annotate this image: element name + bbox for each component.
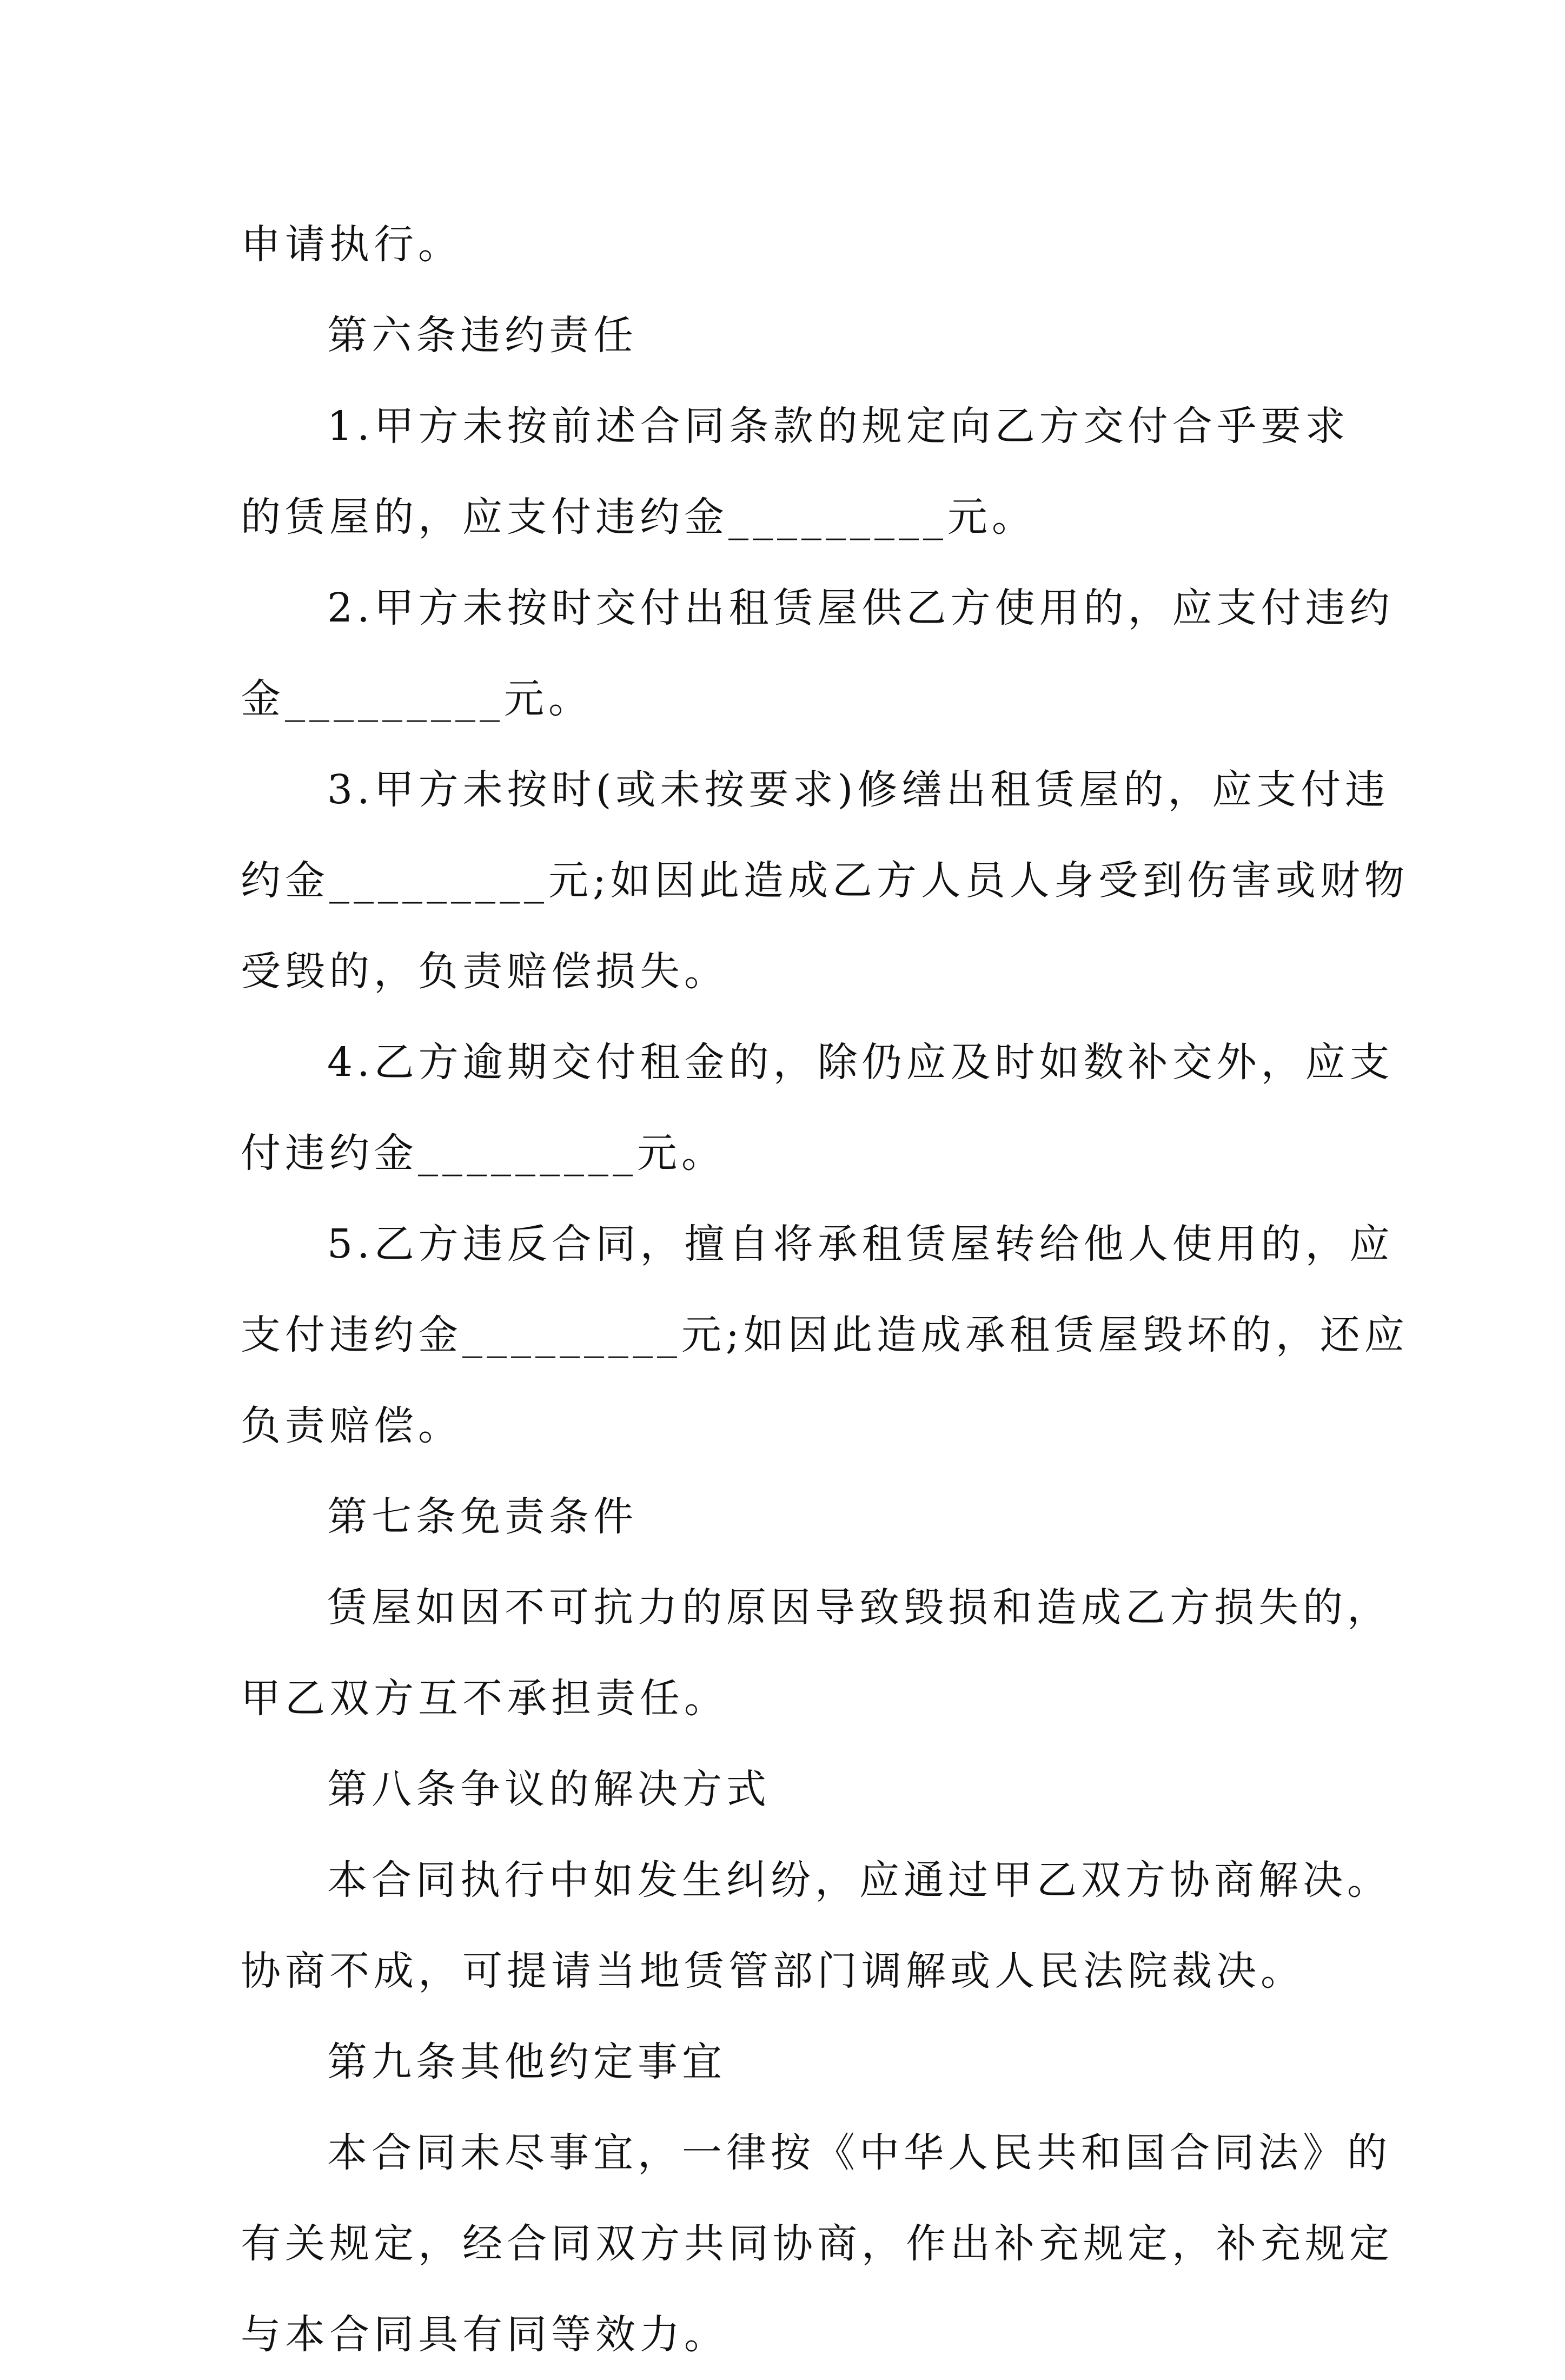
text-line: 1.甲方未按前述合同条款的规定向乙方交付合乎要求 <box>327 403 1350 449</box>
text-line: 本合同未尽事宜，一律按《中华人民共和国合同法》的 <box>327 2130 1391 2176</box>
section-heading-7: 第七条免责条件 <box>327 1493 638 1540</box>
text-line: 与本合同具有同等效力。 <box>241 2311 728 2358</box>
section-heading-8: 第八条争议的解决方式 <box>327 1766 771 1813</box>
document-body <box>241 199 1409 2380</box>
text-line: 2.甲方未按时交付出租赁屋供乙方使用的，应支付违约 <box>327 585 1394 631</box>
text-line: 支付违约金_________元;如因此造成承租赁屋毁坏的，还应 <box>241 1312 1409 1358</box>
text-line: 受毁的，负责赔偿损失。 <box>241 948 728 995</box>
text-line: 有关规定，经合同双方共同协商，作出补充规定，补充规定 <box>241 2220 1394 2267</box>
text-line: 甲乙双方互不承担责任。 <box>241 1675 728 1722</box>
text-line: 赁屋如因不可抗力的原因导致毁损和造成乙方损失的， <box>327 1584 1391 1631</box>
section-heading-6: 第六条违约责任 <box>327 312 638 359</box>
text-line: 金_________元。 <box>241 676 593 722</box>
text-line: 申请执行。 <box>241 221 462 268</box>
text-line: 3.甲方未按时(或未按要求)修缮出租赁屋的，应支付违 <box>327 766 1390 813</box>
text-line: 约金_________元;如因此造成乙方人员人身受到伤害或财物 <box>241 857 1409 904</box>
text-line: 负责赔偿。 <box>241 1403 462 1449</box>
text-line: 的赁屋的，应支付违约金_________元。 <box>241 494 1036 540</box>
text-line: 5.乙方违反合同，擅自将承租赁屋转给他人使用的，应 <box>327 1221 1394 1267</box>
text-line: 协商不成，可提请当地赁管部门调解或人民法院裁决。 <box>241 1948 1305 1994</box>
section-heading-9: 第九条其他约定事宜 <box>327 2039 726 2085</box>
text-line: 付违约金_________元。 <box>241 1130 726 1176</box>
text-line: 4.乙方逾期交付租金的，除仍应及时如数补交外，应支 <box>327 1039 1394 1086</box>
text-line: 本合同执行中如发生纠纷，应通过甲乙双方协商解决。 <box>327 1857 1391 1903</box>
